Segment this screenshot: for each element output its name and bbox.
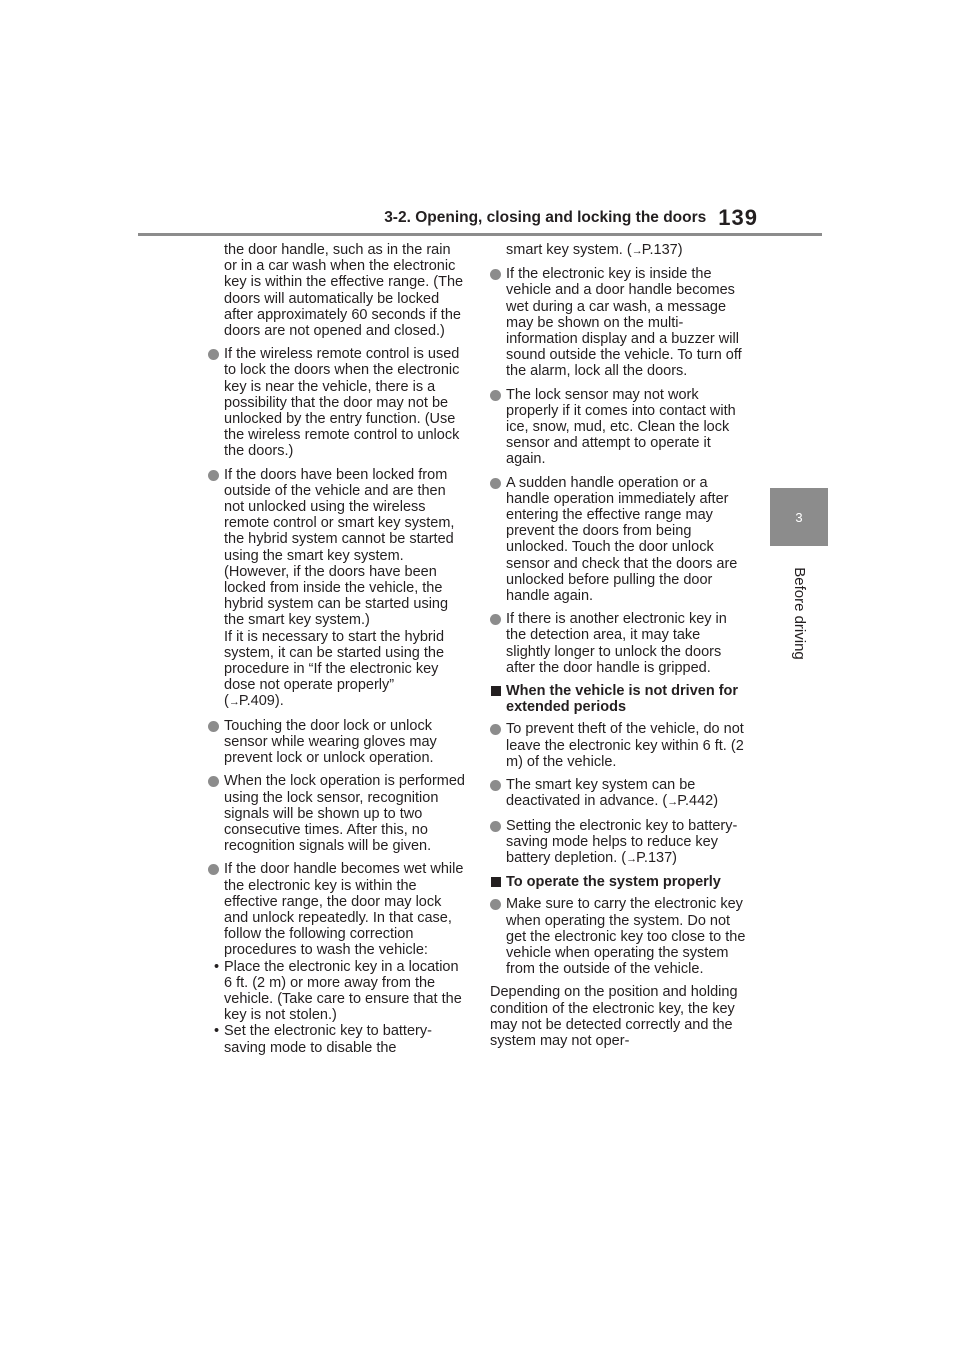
list-item: If the electronic key is inside the vehicle and a door handle becomes wet during a car wash, a message may be shown on the multi-information display and a buzzer will sound outside the vehicle. To turn off the alarm, lock all the doors. — [490, 266, 748, 379]
arrow-right-icon: → — [667, 796, 678, 809]
bullet-icon — [208, 721, 219, 732]
list-item: To prevent theft of the vehicle, do not leave the electronic key within 6 ft. (2 m) of the vehicle. — [490, 721, 748, 770]
small-bullet-icon: • — [214, 958, 220, 975]
square-bullet-icon — [491, 877, 501, 887]
page-reference-link[interactable]: P.442) — [677, 793, 719, 810]
page-number: 139 — [718, 205, 758, 230]
page-reference-link[interactable]: P.137) — [636, 849, 677, 866]
small-bullet-icon: • — [214, 1023, 220, 1040]
bullet-icon — [208, 470, 219, 481]
list-item: If the door handle becomes wet while the electronic key is within the effective range, the door may lock and unlock repeatedly. In that case, follow the following correction procedures to wash the vehicle: • Place the electronic key in a location 6 ft. (2 m) or more away from the vehicle. (Take care to ensure that the key is not stolen.) • Set the electronic key to battery-saving mode to disable the — [208, 861, 466, 1055]
header-rule — [138, 233, 822, 236]
subsection-heading: To operate the system properly — [490, 874, 748, 890]
list-item: If the wireless remote control is used to lock the doors when the electronic key is near the vehicle, there is a possibility that the door may not be unlocked by the entry function. (Use the wireless remote control to unlock the doors.) — [208, 346, 466, 459]
bullet-icon — [490, 614, 501, 625]
left-column — [208, 242, 466, 1056]
list-item: Setting the electronic key to battery-saving mode helps to reduce key battery depletion. (→P.137) — [490, 818, 748, 868]
list-item: Make sure to carry the electronic key when operating the system. Do not get the electronic key too close to the vehicle when operating the system from the outside of the vehicle. — [490, 896, 748, 977]
list-item: When the lock operation is performed using the lock sensor, recognition signals will be shown up to two consecutive times. After this, no recognition signals will be given. — [208, 773, 466, 854]
arrow-right-icon: → — [228, 696, 239, 709]
list-item: A sudden handle operation or a handle operation immediately after entering the effective range may prevent the doors from being unlocked. Touch the door unlock sensor and check that the doors are unlocked before pulling the door handle again. — [490, 475, 748, 605]
list-item: The lock sensor may not work properly if it comes into contact with ice, snow, mud, etc. Clean the lock sensor and attempt to operate it again. — [490, 387, 748, 468]
bullet-icon — [208, 349, 219, 360]
bullet-icon — [490, 390, 501, 401]
bullet-icon — [490, 821, 501, 832]
list-item: If the doors have been locked from outside of the vehicle and are then not unlocked using the wireless remote control or smart key system, the hybrid system cannot be started using the smart key system. (However, if the doors have been locked from inside the vehicle, the hybrid system can be started using the smart key system.) If it is necessary to start the hybrid system, it can be started using the procedure in “If the electronic key dose not operate properly” (→P.409). — [208, 467, 466, 711]
bullet-icon — [208, 864, 219, 875]
list-item: If there is another electronic key in the detection area, it may take slightly longer to unlock the doors after the door handle is gripped. — [490, 611, 748, 676]
bullet-icon — [490, 899, 501, 910]
chapter-number: 3 — [795, 509, 803, 525]
page-reference-link[interactable]: P.409). — [238, 693, 284, 710]
page-reference-link[interactable]: P.137) — [641, 242, 683, 258]
sub-list-item: • Set the electronic key to battery-saving mode to disable the — [214, 1023, 432, 1056]
arrow-right-icon: → — [631, 245, 642, 257]
subsection-heading: When the vehicle is not driven for extended periods — [490, 683, 748, 715]
bullet-icon — [490, 724, 501, 735]
list-item: Touching the door lock or unlock sensor while wearing gloves may prevent lock or unlock operation. — [208, 718, 466, 767]
chapter-tab — [770, 488, 828, 546]
bullet-icon — [490, 780, 501, 791]
continuation-text: the door handle, such as in the rain or in a car wash when the electronic key is within the effective range. (The doors will automatically be locked after approximately 60 seconds if the doors are not opened and closed.) — [224, 242, 464, 340]
continuation-text: smart key system. (→P.137) — [506, 242, 683, 258]
arrow-right-icon: → — [626, 852, 637, 865]
list-item: The smart key system can be deactivated in advance. (→P.442) — [490, 777, 748, 810]
bullet-icon — [490, 269, 501, 280]
bullet-extra-text: If it is necessary to start the hybrid system, it can be started using the procedure in “If the electronic key dose not operate properly” — [224, 628, 445, 694]
section-title: 3-2. Opening, closing and locking the doors — [384, 209, 707, 226]
bullet-icon — [490, 478, 501, 489]
body-paragraph: Depending on the position and holding condition of the electronic key, the key may not be detected correctly and the system may not oper- — [490, 984, 738, 1049]
chapter-label-text: Before driving — [790, 566, 808, 660]
square-bullet-icon — [491, 686, 501, 696]
right-column — [490, 242, 748, 1049]
chapter-label — [770, 548, 828, 678]
bullet-icon — [208, 776, 219, 787]
sub-list-item: • Place the electronic key in a location 6 ft. (2 m) or more away from the vehicle. (Take care to ensure that the key is not stolen.) — [214, 958, 462, 1024]
page-header — [348, 207, 758, 229]
